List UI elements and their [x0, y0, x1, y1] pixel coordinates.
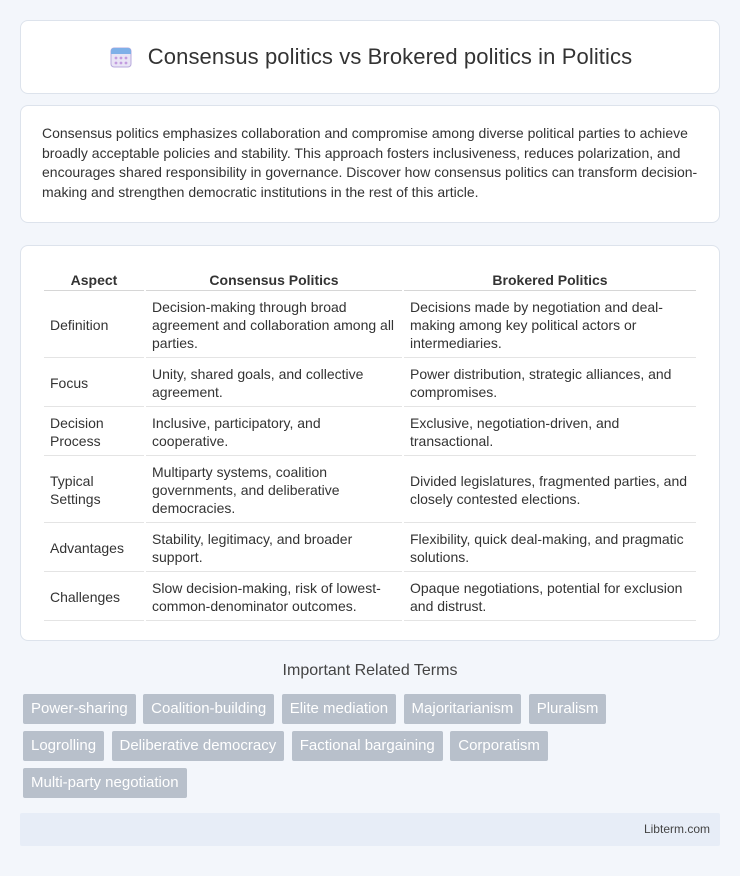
- table-row: [44, 458, 696, 523]
- term-tag[interactable]: Pluralism: [529, 694, 607, 724]
- brokered-cell: Flexibility, quick deal-making, and pragmatic solutions.: [404, 525, 696, 572]
- intro-card: [20, 105, 720, 223]
- calendar-icon: [108, 44, 134, 70]
- term-tag[interactable]: Majoritarianism: [404, 694, 522, 724]
- column-header-aspect: Aspect: [44, 270, 144, 291]
- term-tag[interactable]: Elite mediation: [282, 694, 396, 724]
- aspect-cell: Advantages: [44, 525, 144, 572]
- term-tag[interactable]: Logrolling: [23, 731, 104, 761]
- brokered-cell: Power distribution, strategic alliances, and compromises.: [404, 360, 696, 407]
- term-tag[interactable]: Factional bargaining: [292, 731, 443, 761]
- term-tag[interactable]: Corporatism: [450, 731, 548, 761]
- term-tag[interactable]: Coalition-building: [143, 694, 274, 724]
- intro-text: Consensus politics emphasizes collaboration and compromise among diverse political parties to achieve broadly acceptable policies and stability. This approach fosters inclusiveness, reduces polarization, and encourages shared responsibility in governance. Discover how consensus politics can transform decision-making and strengthen democratic institutions in the rest of this article.: [42, 125, 698, 200]
- table-header-row: [44, 270, 696, 291]
- brokered-cell: Exclusive, negotiation-driven, and transactional.: [404, 409, 696, 456]
- aspect-cell: Typical Settings: [44, 458, 144, 523]
- table-row: [44, 360, 696, 407]
- term-tag[interactable]: Deliberative democracy: [112, 731, 285, 761]
- aspect-cell: Challenges: [44, 574, 144, 621]
- comparison-card: [20, 245, 720, 641]
- footer: [20, 813, 720, 846]
- term-tag[interactable]: Power-sharing: [23, 694, 136, 724]
- aspect-cell: Definition: [44, 293, 144, 358]
- brokered-cell: Decisions made by negotiation and deal-making among key political actors or intermediaries.: [404, 293, 696, 358]
- related-terms-heading: Important Related Terms: [282, 662, 458, 679]
- aspect-cell: Focus: [44, 360, 144, 407]
- table-row: [44, 525, 696, 572]
- term-tag[interactable]: Multi-party negotiation: [23, 768, 187, 798]
- table-row: [44, 574, 696, 621]
- consensus-cell: Inclusive, participatory, and cooperative.: [146, 409, 402, 456]
- related-terms-list: [23, 694, 723, 805]
- consensus-cell: Unity, shared goals, and collective agreement.: [146, 360, 402, 407]
- column-header-consensus: Consensus Politics: [146, 270, 402, 291]
- brokered-cell: Opaque negotiations, potential for exclusion and distrust.: [404, 574, 696, 621]
- brokered-cell: Divided legislatures, fragmented parties, and closely contested elections.: [404, 458, 696, 523]
- title-card: [20, 20, 720, 94]
- footer-site-link[interactable]: Libterm.com: [643, 822, 710, 836]
- table-row: [44, 409, 696, 456]
- comparison-table: [42, 268, 698, 623]
- consensus-cell: Decision-making through broad agreement and collaboration among all parties.: [146, 293, 402, 358]
- consensus-cell: Stability, legitimacy, and broader support.: [146, 525, 402, 572]
- page-title: Consensus politics vs Brokered politics in Politics: [147, 44, 633, 69]
- consensus-cell: Multiparty systems, coalition governments, and deliberative democracies.: [146, 458, 402, 523]
- table-row: [44, 293, 696, 358]
- consensus-cell: Slow decision-making, risk of lowest-common-denominator outcomes.: [146, 574, 402, 621]
- column-header-brokered: Brokered Politics: [404, 270, 696, 291]
- aspect-cell: Decision Process: [44, 409, 144, 456]
